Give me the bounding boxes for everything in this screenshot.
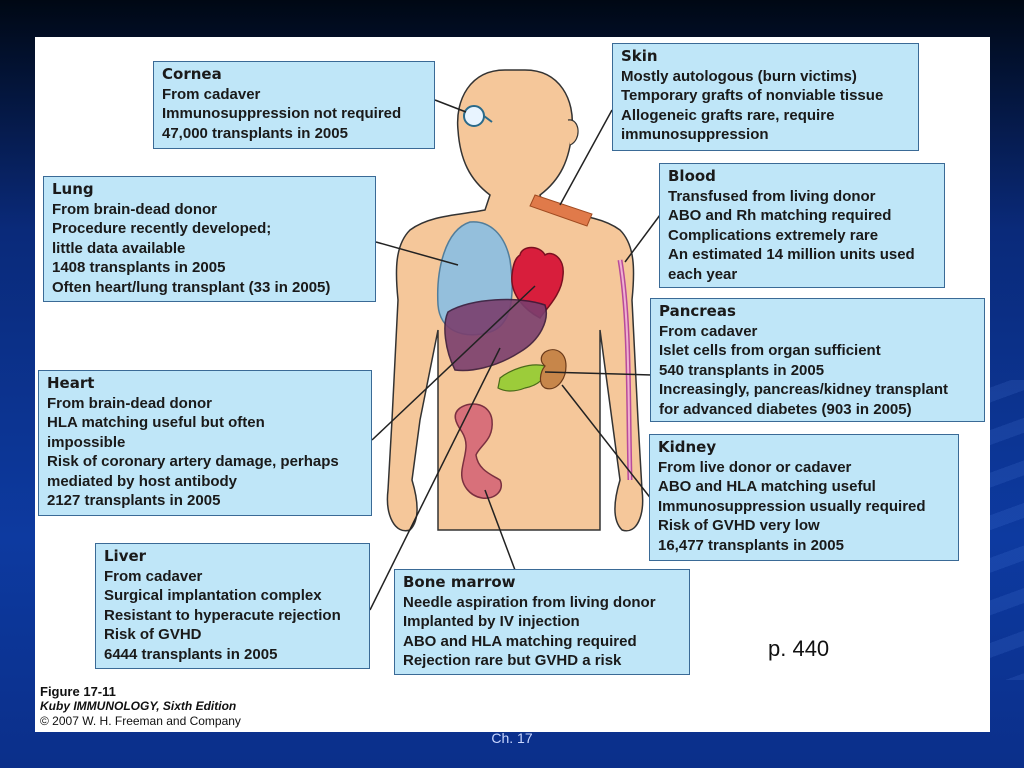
pancreas-line: for advanced diabetes (903 in 2005) xyxy=(659,400,912,418)
lung-line: little data available xyxy=(52,239,186,257)
skin-line: Allogeneic grafts rare, require xyxy=(621,106,835,124)
kidney-line: 16,477 transplants in 2005 xyxy=(658,536,844,554)
blood-line: Complications extremely rare xyxy=(668,226,879,244)
bone-marrow-line: Implanted by IV injection xyxy=(403,613,580,630)
blood-line: An estimated 14 million units used xyxy=(668,246,915,263)
skin-box xyxy=(612,43,919,151)
blood-line: ABO and Rh matching required xyxy=(668,207,892,224)
heart-line: From brain-dead donor xyxy=(47,394,212,412)
heart-box xyxy=(38,370,372,516)
kidney-title: Kidney xyxy=(658,438,717,456)
liver-line: Risk of GVHD xyxy=(104,626,202,643)
heart-line: HLA matching useful but often xyxy=(47,414,265,431)
bone-marrow-title: Bone marrow xyxy=(403,573,516,591)
lung-line: From brain-dead donor xyxy=(52,200,217,218)
pancreas-line: From cadaver xyxy=(659,322,758,340)
liver-box xyxy=(95,543,370,669)
lung-box xyxy=(43,176,376,302)
bone-marrow-line: Rejection rare but GVHD a risk xyxy=(403,652,622,669)
skin-line: immunosuppression xyxy=(621,126,769,143)
kidney-line: From live donor or cadaver xyxy=(658,458,852,476)
pancreas-box xyxy=(650,298,985,422)
pancreas-line: Increasingly, pancreas/kidney transplant xyxy=(659,381,948,398)
liver-line: From cadaver xyxy=(104,567,203,585)
liver-line: 6444 transplants in 2005 xyxy=(104,645,278,663)
heart-line: Risk of coronary artery damage, perhaps xyxy=(47,453,339,470)
pancreas-line: 540 transplants in 2005 xyxy=(659,361,825,379)
heart-title: Heart xyxy=(47,374,95,392)
cornea-line: 47,000 transplants in 2005 xyxy=(162,124,348,142)
kidney-line: ABO and HLA matching useful xyxy=(658,478,876,495)
copyright: © 2007 W. H. Freeman and Company xyxy=(40,714,241,728)
heart-line: impossible xyxy=(47,433,126,451)
skin-line: Temporary grafts of nonviable tissue xyxy=(621,87,884,104)
cornea-line: From cadaver xyxy=(162,85,261,103)
lung-title: Lung xyxy=(52,180,94,198)
cornea-line: Immunosuppression not required xyxy=(162,105,402,122)
page-reference: p. 440 xyxy=(768,636,830,661)
liver-line: Surgical implantation complex xyxy=(104,587,322,604)
lung-line: 1408 transplants in 2005 xyxy=(52,259,226,276)
cornea-title: Cornea xyxy=(162,65,222,83)
figure-caption xyxy=(40,684,241,729)
pancreas-title: Pancreas xyxy=(659,302,736,320)
blood-title: Blood xyxy=(668,167,716,185)
skin-line: Mostly autologous (burn victims) xyxy=(621,67,857,85)
liver-line: Resistant to hyperacute rejection xyxy=(104,606,341,624)
blood-line: Transfused from living donor xyxy=(668,187,876,205)
heart-line: 2127 transplants in 2005 xyxy=(47,492,221,509)
skin-title: Skin xyxy=(621,47,658,65)
lung-line: Procedure recently developed; xyxy=(52,220,272,237)
pancreas-line: Islet cells from organ sufficient xyxy=(659,342,881,359)
cornea-box xyxy=(153,61,435,149)
blood-line: each year xyxy=(668,265,738,283)
figure-number: Figure 17-11 xyxy=(40,684,116,699)
bone-marrow-line: ABO and HLA matching required xyxy=(403,632,637,650)
bone-marrow-box xyxy=(394,569,690,675)
blood-box xyxy=(659,163,945,288)
kidney-line: Immunosuppression usually required xyxy=(658,497,926,515)
heart-line: mediated by host antibody xyxy=(47,472,238,490)
bone-marrow-line: Needle aspiration from living donor xyxy=(403,593,656,611)
kidney-line: Risk of GVHD very low xyxy=(658,517,820,534)
lung-line: Often heart/lung transplant (33 in 2005) xyxy=(52,278,331,296)
slide-footer: Ch. 17 xyxy=(491,730,533,746)
book-title: Kuby IMMUNOLOGY, Sixth Edition xyxy=(40,699,237,713)
liver-title: Liver xyxy=(104,547,147,565)
kidney-box xyxy=(649,434,959,561)
